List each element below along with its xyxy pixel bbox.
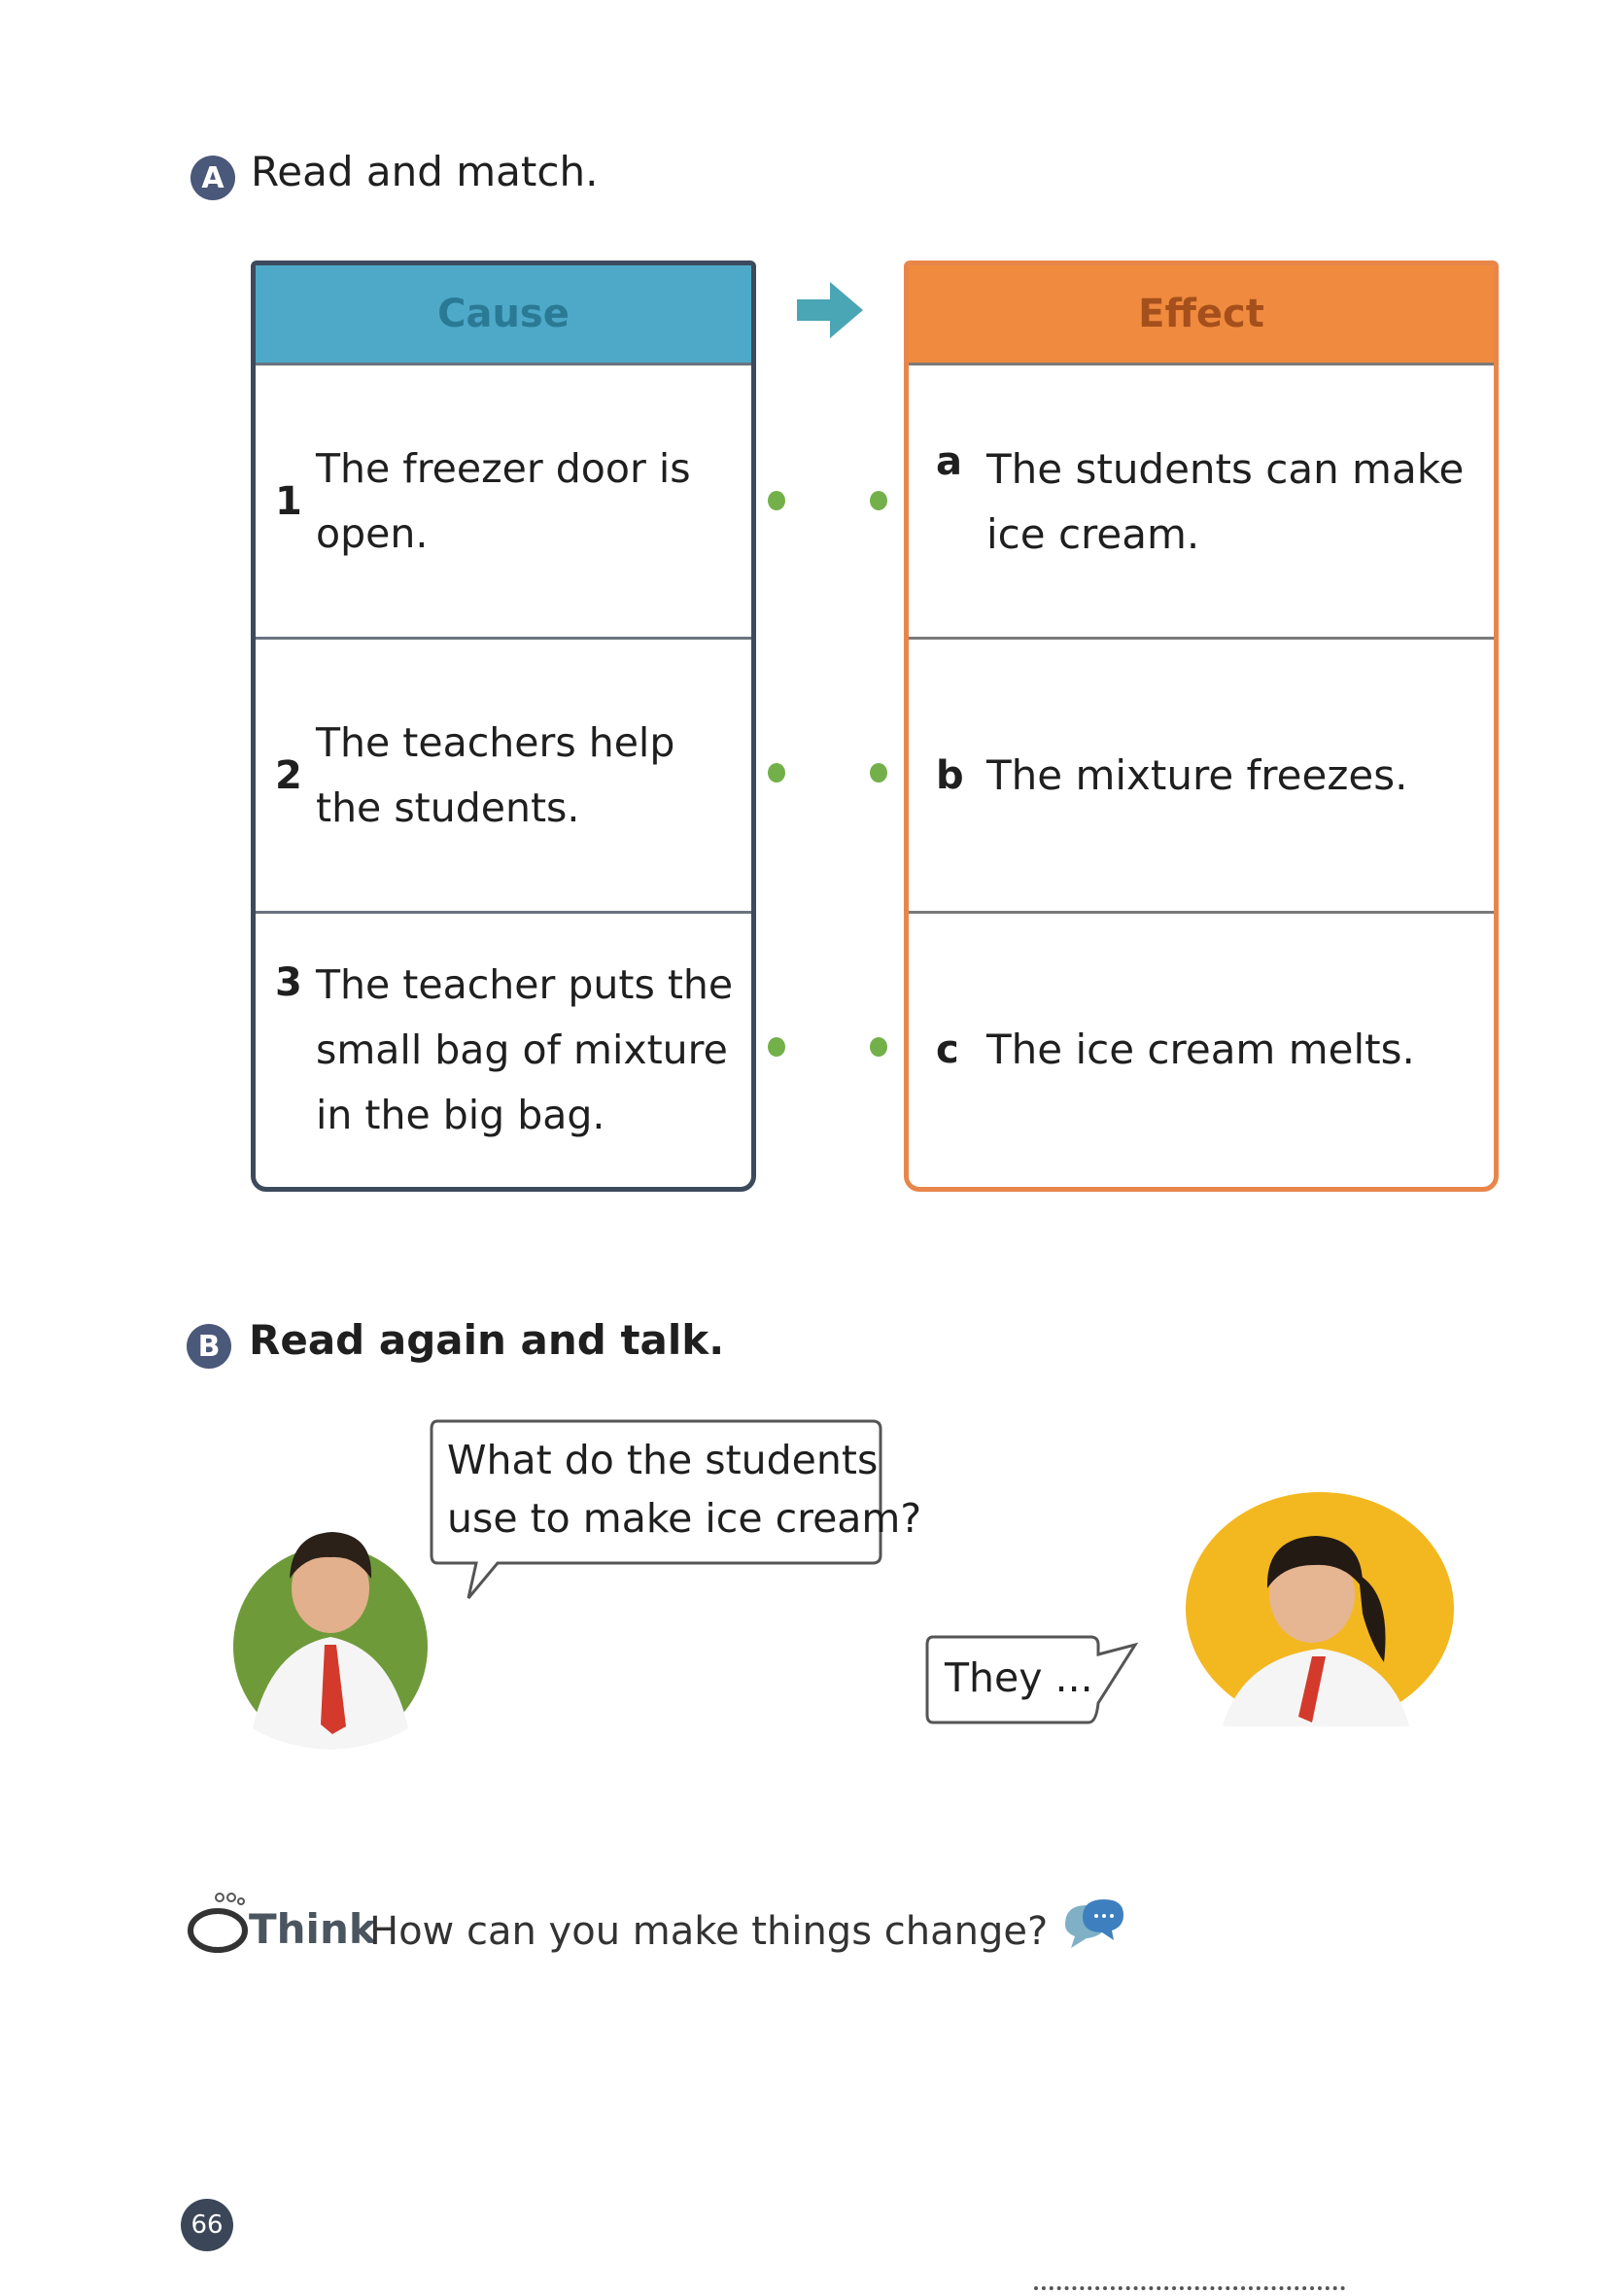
think-cloud-icon	[187, 1890, 257, 1954]
effect-header: Effect	[909, 265, 1494, 363]
girl-avatar	[1184, 1468, 1466, 1730]
effect-row-c	[909, 911, 1494, 1185]
think-question: How can you make things change?	[369, 1909, 1049, 1954]
section-a-title: Read and match.	[251, 148, 599, 195]
cause-row-2	[256, 637, 751, 911]
cause-header: Cause	[256, 265, 751, 363]
effect-letter-a: a	[936, 439, 962, 484]
question-line-2: use to make ice cream?	[447, 1495, 922, 1542]
effect-dot-a[interactable]	[870, 491, 887, 510]
effect-text-b: The mixture freezes.	[986, 751, 1408, 799]
cause-dot-3[interactable]	[768, 1037, 785, 1057]
effect-table	[904, 261, 1499, 1192]
cause-number-2: 2	[275, 752, 302, 798]
effect-row-a	[909, 363, 1494, 637]
cause-dot-2[interactable]	[768, 763, 785, 783]
effect-row-b	[909, 637, 1494, 911]
cause-text-3: The teacher puts the small bag of mixture in the big bag.	[316, 960, 734, 1138]
arrow-right-icon	[797, 280, 865, 340]
effect-text-c: The ice cream melts.	[986, 1026, 1415, 1073]
cause-table	[251, 261, 756, 1192]
effect-dot-b[interactable]	[870, 763, 887, 783]
effect-dot-c[interactable]	[870, 1037, 887, 1057]
chat-bubble-icon	[1055, 1896, 1127, 1956]
boy-avatar	[231, 1474, 431, 1750]
cause-text-1: The freezer door is open.	[316, 444, 691, 557]
footer-divider	[1034, 2286, 1345, 2290]
answer-text: They ...	[945, 1654, 1093, 1701]
section-b-badge: B	[187, 1324, 231, 1369]
section-a-badge: A	[190, 156, 235, 200]
section-b-title: Read again and talk.	[249, 1316, 725, 1364]
cause-dot-1[interactable]	[768, 491, 785, 510]
cause-text-2: The teachers help the students.	[316, 718, 675, 831]
cause-row-3	[256, 911, 751, 1186]
cause-number-3: 3	[275, 960, 302, 1005]
effect-text-a: The students can make ice cream.	[986, 444, 1465, 558]
page-number: 66	[181, 2199, 233, 2251]
cause-row-1	[256, 363, 751, 637]
effect-letter-c: c	[936, 1026, 959, 1072]
question-line-1: What do the students	[447, 1437, 879, 1483]
think-label: Think	[249, 1905, 376, 1953]
effect-letter-b: b	[936, 752, 964, 798]
cause-number-1: 1	[275, 478, 302, 524]
